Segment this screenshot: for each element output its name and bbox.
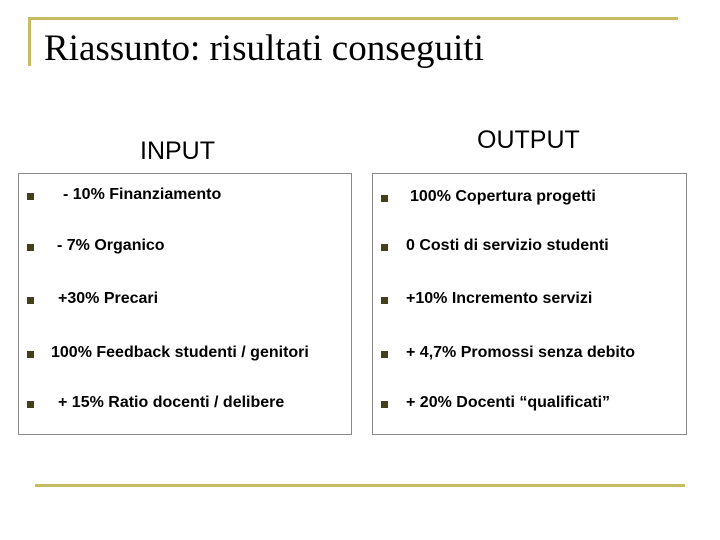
input-heading: INPUT xyxy=(140,137,215,165)
output-item-label: +10% Incremento servizi xyxy=(406,290,593,307)
square-bullet-icon xyxy=(381,297,388,304)
square-bullet-icon xyxy=(381,195,388,202)
input-item-label: - 7% Organico xyxy=(57,237,165,254)
square-bullet-icon xyxy=(27,193,34,200)
square-bullet-icon xyxy=(381,401,388,408)
input-item-label: +30% Precari xyxy=(58,290,159,307)
square-bullet-icon xyxy=(381,244,388,251)
square-bullet-icon xyxy=(27,401,34,408)
output-item-label: + 4,7% Promossi senza debito xyxy=(406,344,635,361)
square-bullet-icon xyxy=(27,297,34,304)
square-bullet-icon xyxy=(27,244,34,251)
output-heading: OUTPUT xyxy=(477,126,580,154)
output-item-label: + 20% Docenti “qualificati” xyxy=(406,394,611,411)
input-item-label: 100% Feedback studenti / genitori xyxy=(51,344,309,361)
decorative-left-line xyxy=(28,17,31,66)
square-bullet-icon xyxy=(381,351,388,358)
slide-title: Riassunto: risultati conseguiti xyxy=(44,28,484,69)
square-bullet-icon xyxy=(27,351,34,358)
decorative-top-line xyxy=(30,17,678,20)
output-item-label: 100% Copertura progetti xyxy=(410,188,596,205)
input-item-label: + 15% Ratio docenti / delibere xyxy=(58,394,285,411)
output-item-label: 0 Costi di servizio studenti xyxy=(406,237,609,254)
input-item-label: - 10% Finanziamento xyxy=(63,186,222,203)
decorative-bottom-line xyxy=(35,484,685,487)
